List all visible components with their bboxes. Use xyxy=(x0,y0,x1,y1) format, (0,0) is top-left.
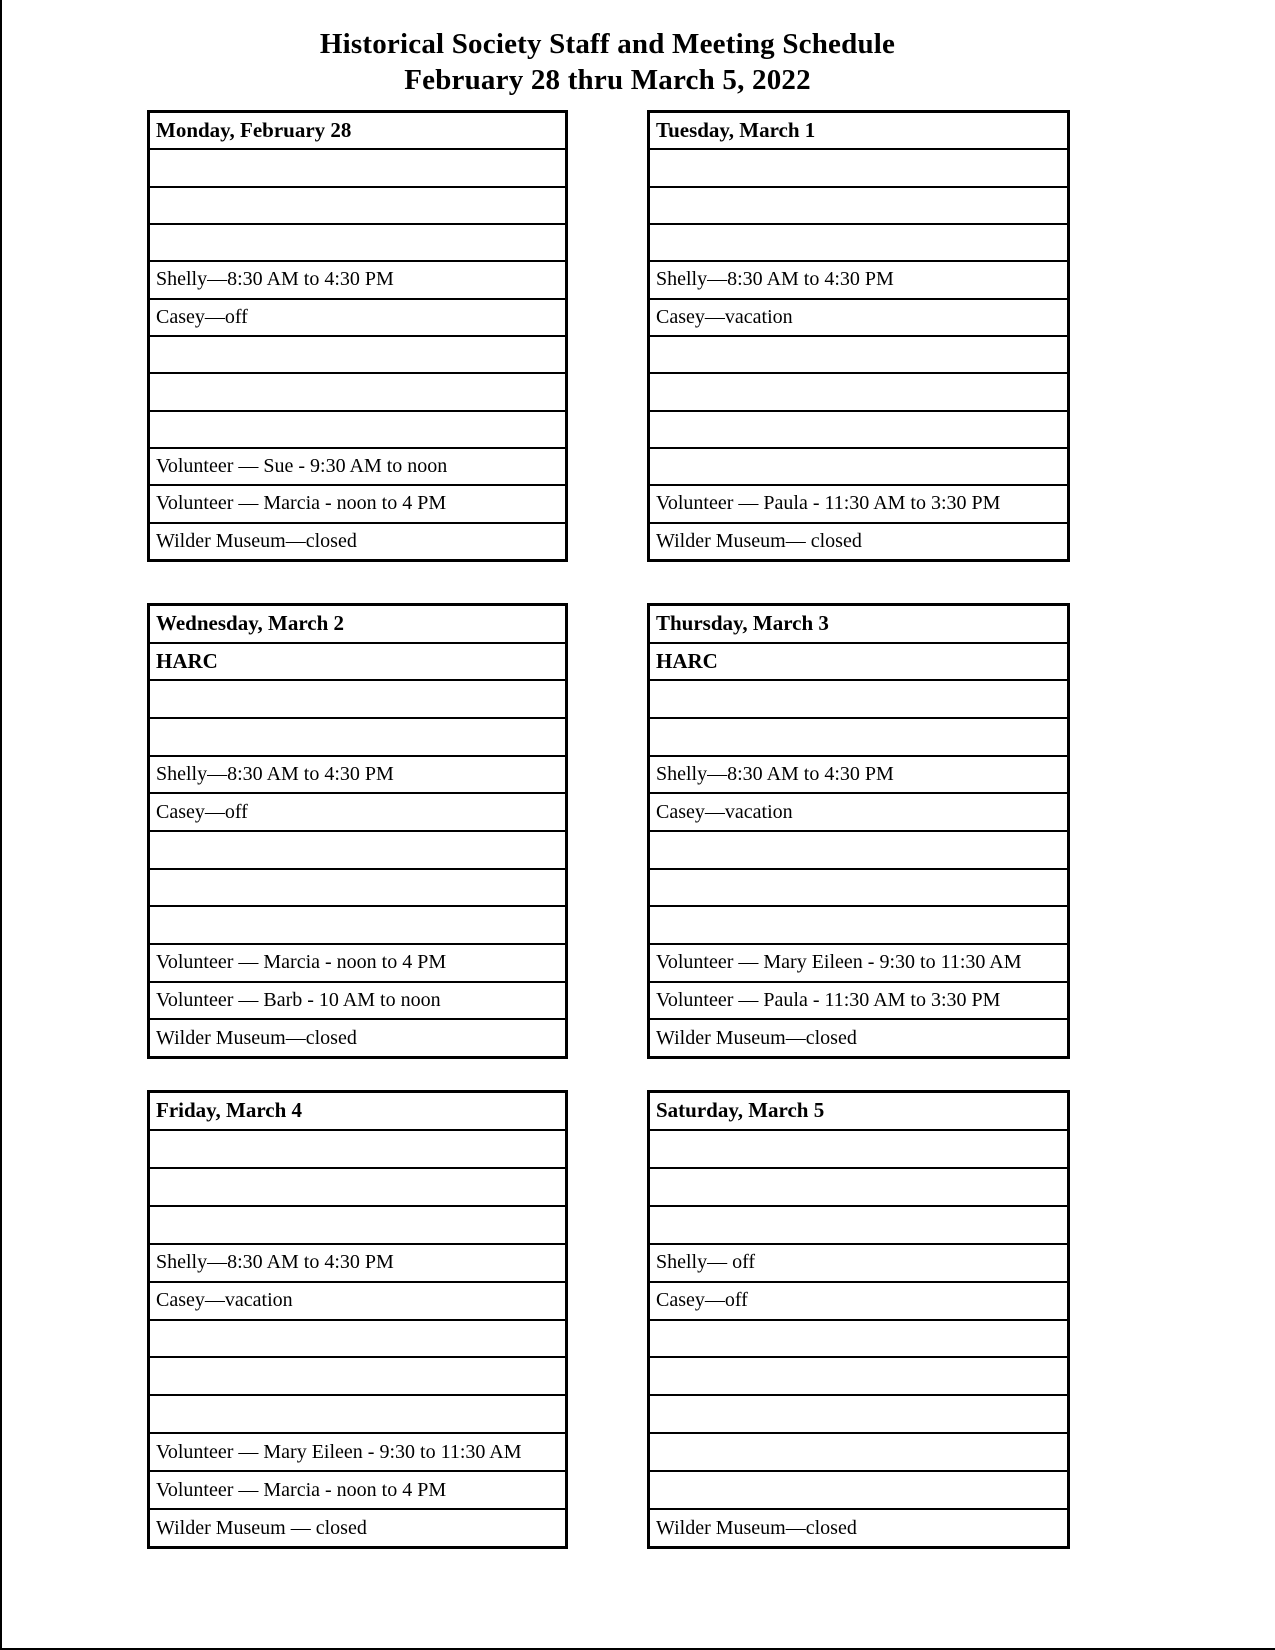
schedule-row-volunteer: Volunteer — Paula - 11:30 AM to 3:30 PM xyxy=(650,484,1067,521)
schedule-row xyxy=(650,1167,1067,1205)
day-header: Tuesday, March 1 xyxy=(656,118,816,143)
schedule-row xyxy=(150,223,565,260)
day-box-tuesday xyxy=(647,110,1070,562)
schedule-row-casey: Casey—vacation xyxy=(650,298,1067,335)
schedule-row xyxy=(650,905,1067,943)
schedule-row xyxy=(150,1394,565,1432)
schedule-row xyxy=(150,410,565,447)
day-header: Thursday, March 3 xyxy=(656,611,829,636)
schedule-row-volunteer: Volunteer — Paula - 11:30 AM to 3:30 PM xyxy=(650,981,1067,1019)
schedule-row xyxy=(650,868,1067,906)
schedule-row-casey: Casey—vacation xyxy=(150,1281,565,1319)
schedule-row-museum: Wilder Museum— closed xyxy=(650,522,1067,559)
page-title xyxy=(0,26,1215,98)
page-title-line2: February 28 thru March 5, 2022 xyxy=(404,64,811,96)
schedule-row xyxy=(150,148,565,185)
schedule-row xyxy=(150,335,565,372)
schedule-row-volunteer: Volunteer — Mary Eileen - 9:30 to 11:30 AM xyxy=(650,943,1067,981)
schedule-row-volunteer: Volunteer — Mary Eileen - 9:30 to 11:30 AM xyxy=(150,1432,565,1470)
day-box-monday xyxy=(147,110,568,562)
schedule-row xyxy=(150,1356,565,1394)
schedule-row-harc: HARC xyxy=(150,642,565,680)
schedule-row-museum: Wilder Museum—closed xyxy=(650,1018,1067,1056)
day-box-thursday xyxy=(647,603,1070,1059)
schedule-row xyxy=(650,447,1067,484)
page-title-line1: Historical Society Staff and Meeting Schedule xyxy=(319,28,896,60)
schedule-row xyxy=(650,410,1067,447)
schedule-row xyxy=(650,1470,1067,1508)
schedule-row xyxy=(150,1319,565,1357)
schedule-row-museum: Wilder Museum—closed xyxy=(150,1018,565,1056)
day-header: Wednesday, March 2 xyxy=(156,611,345,636)
schedule-row xyxy=(650,186,1067,223)
schedule-row xyxy=(150,1205,565,1243)
schedule-row-casey: Casey—off xyxy=(150,298,565,335)
schedule-row-shelly: Shelly— off xyxy=(650,1243,1067,1281)
day-header: Monday, February 28 xyxy=(156,118,352,143)
schedule-row-casey: Casey—vacation xyxy=(650,792,1067,830)
schedule-row-museum: Wilder Museum—closed xyxy=(150,522,565,559)
schedule-row xyxy=(650,679,1067,717)
page-edge-left xyxy=(0,0,2,1650)
schedule-row-museum: Wilder Museum—closed xyxy=(650,1508,1067,1546)
schedule-row xyxy=(650,372,1067,409)
schedule-row xyxy=(650,148,1067,185)
day-box-friday xyxy=(147,1090,568,1549)
schedule-row xyxy=(650,1205,1067,1243)
schedule-row-casey: Casey—off xyxy=(150,792,565,830)
schedule-row xyxy=(150,1167,565,1205)
day-box-saturday xyxy=(647,1090,1070,1549)
schedule-row xyxy=(650,1319,1067,1357)
schedule-row-casey: Casey—off xyxy=(650,1281,1067,1319)
schedule-row xyxy=(650,335,1067,372)
day-header: Friday, March 4 xyxy=(156,1098,303,1123)
schedule-row-volunteer: Volunteer — Marcia - noon to 4 PM xyxy=(150,484,565,521)
schedule-row-shelly: Shelly—8:30 AM to 4:30 PM xyxy=(150,755,565,793)
schedule-row xyxy=(150,905,565,943)
day-header: Saturday, March 5 xyxy=(656,1098,825,1123)
day-box-wednesday xyxy=(147,603,568,1059)
schedule-row-volunteer: Volunteer — Barb - 10 AM to noon xyxy=(150,981,565,1019)
schedule-row xyxy=(650,223,1067,260)
schedule-row xyxy=(150,186,565,223)
schedule-row-shelly: Shelly—8:30 AM to 4:30 PM xyxy=(150,1243,565,1281)
schedule-row xyxy=(650,1432,1067,1470)
schedule-row xyxy=(650,1394,1067,1432)
schedule-row xyxy=(150,679,565,717)
schedule-row-volunteer: Volunteer — Sue - 9:30 AM to noon xyxy=(150,447,565,484)
schedule-row-harc: HARC xyxy=(650,642,1067,680)
schedule-row xyxy=(650,717,1067,755)
schedule-row-shelly: Shelly—8:30 AM to 4:30 PM xyxy=(150,260,565,297)
schedule-row xyxy=(150,868,565,906)
schedule-row xyxy=(150,717,565,755)
schedule-row xyxy=(150,1129,565,1167)
schedule-row-shelly: Shelly—8:30 AM to 4:30 PM xyxy=(650,755,1067,793)
schedule-row-shelly: Shelly—8:30 AM to 4:30 PM xyxy=(650,260,1067,297)
schedule-row xyxy=(650,830,1067,868)
schedule-row-museum: Wilder Museum — closed xyxy=(150,1508,565,1546)
schedule-row xyxy=(150,830,565,868)
schedule-row xyxy=(150,372,565,409)
schedule-row xyxy=(650,1356,1067,1394)
schedule-row xyxy=(650,1129,1067,1167)
schedule-row-volunteer: Volunteer — Marcia - noon to 4 PM xyxy=(150,1470,565,1508)
schedule-row-volunteer: Volunteer — Marcia - noon to 4 PM xyxy=(150,943,565,981)
